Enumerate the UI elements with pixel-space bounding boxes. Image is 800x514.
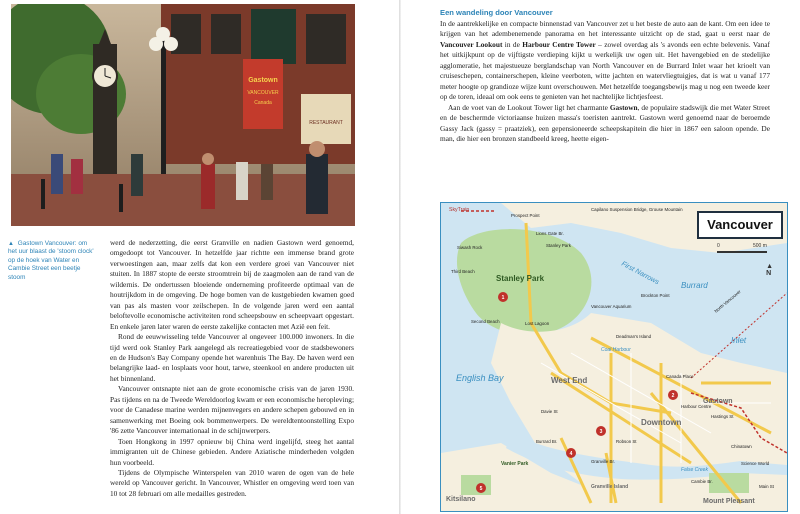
- label-english-bay: English Bay: [456, 373, 504, 383]
- left-paragraph: Rond de eeuwwisseling telde Vancouver al ongeveer 100.000 inwoners. In die tijd werd ook Stanley Park aangelegd als recreatiegebied voor de stadsbewoners en de Hudson's Bay Company opende het warenhuis The Bay. De haven werd een belangrijke laad- en losplaats voor hout, tarwe, steenkool en andere producten uit het binnenland.: [110, 332, 354, 383]
- poi-science-world: Science World: [741, 461, 770, 466]
- scale-bar: [717, 251, 767, 253]
- caption-triangle-icon: ▲: [8, 241, 14, 247]
- north-arrow-icon: ▲ N: [766, 263, 773, 277]
- label-vanier-park: Vanier Park: [501, 461, 529, 467]
- poi-lost-lagoon: Lost Lagoon: [525, 321, 550, 326]
- map-legend-skytrain: SkyTrain: [449, 207, 470, 213]
- poi-harbour-centre: Harbour Centre: [681, 404, 712, 409]
- left-paragraph: werd de nederzetting, die eerst Granville en nadien Gastown werd genoemd, omgedoopt tot Vancouver. In hetzelfde jaar richtte een immense brand grote verwoestingen aan, maar zelfs dat kon een verdere groei van Vancouver niet stuiten. In 1887 stopte de eerste stroomtrein bij de zaagmolen aan de rand van de wildernis. De ondertussen bloeiende onderneming profiteerde optimaal van de houtrijkdom in de omgeving. De hoge bomen van de kustgebieden kwamen goed van pas als masten voor zeilschepen. In de volgende jaren werd een aantal beloftevolle economische activiteiten rond scheepsbouw en scheepvaart opgestart. En enkele jaren later waren de eerste zakelijke contacten met Azië een feit.: [110, 238, 354, 331]
- north-label: N: [766, 270, 772, 277]
- poi-lions-gate-bridge: Lions Gate Br.: [536, 231, 564, 236]
- poi-capilano: Capilano Suspension Bridge, Grouse Mountain: [591, 207, 683, 212]
- poi-cambie-bridge: Cambie Br.: [691, 479, 713, 484]
- label-first-narrows: First Narrows: [620, 260, 661, 287]
- text-run: – zowel overdag als 's avonds een echte belevenis. Vanaf het uitkijkpunt op de vijftigste verdieping kijkt u werkelijk uw ogen uit. Het havengebied en de stedelijke agglomeratie, het majestueuze berglandschap van North Vancouver en de Burrard Inlet waar het krioelt van cruiseschepen, containerschepen, kleine veerboten, witte jachten en watervliegtuigjes, dat is wat u vanaf 177 meter hoogte op grandioze wijze kunt overschouwen. Met hetzelfde toegangsbewijs mag u nog een tweede keer op de toren, ideaal om ook eens te genieten van het nachtelijke lichtjesfeest.: [440, 39, 770, 102]
- poi-burrard-bridge: Burrard Br.: [536, 439, 558, 444]
- poi-chinatown: Chinatown: [731, 444, 752, 449]
- poi-davie-st: Davie St: [541, 409, 558, 414]
- poi-robson-st: Robson St: [616, 439, 637, 444]
- poi-granville-bridge: Granville Br.: [591, 459, 615, 464]
- sign-gastown: Gastown: [248, 77, 278, 84]
- label-downtown: Downtown: [641, 418, 682, 427]
- vancouver-map: [440, 202, 788, 512]
- label-west-end: West End: [551, 376, 588, 385]
- label-inlet: Inlet: [731, 336, 747, 345]
- text-run: Aan de voet van de Lookout Tower ligt het charmante: [448, 102, 610, 112]
- sign-restaurant: RESTAURANT: [309, 120, 343, 126]
- map-scale: [717, 243, 777, 259]
- scale-label-500m: 500 m: [753, 243, 767, 249]
- poi-prospect-point: Prospect Point: [511, 213, 540, 218]
- photo-gastown-steam-clock-icon: [11, 4, 355, 226]
- bold-harbour-centre-tower: Harbour Centre Tower: [522, 39, 596, 49]
- poi-second-beach: Second Beach: [471, 319, 500, 324]
- gastown-photo: [11, 4, 355, 226]
- map-marker-4: 4: [569, 451, 573, 457]
- label-kitsilano: Kitsilano: [446, 496, 476, 503]
- left-paragraph: Toen Hongkong in 1997 opnieuw bij China werd ingelijfd, steeg het aantal immigranten uit de Chinese gebieden. Andere Aziatische minderheden volgden hun voorbeeld.: [110, 436, 354, 467]
- sign-vancouver: VANCOUVER: [247, 90, 279, 96]
- text-run: in de: [502, 39, 523, 49]
- text-run: , de populaire stadswijk die met Water Street en de beschermde victoriaanse huizen massa's toeristen aantrekt. Gastown werd genoemd naar de beroemde Gassy Jack (gassy = praatziek), een gepensioneerde scheepskapitein die hier in 1867 een saloon opende. De man, die hier een bronzen standbeeld kreeg, heette eigen-: [440, 102, 770, 143]
- scale-label-0: 0: [717, 243, 720, 249]
- caption-text: Gastown Vancouver: om het uur blaast de 'stoom clock' op de hoek van Water en Cambie Street een beetje stoom: [8, 240, 94, 281]
- section-title: Een wandeling door Vancouver: [440, 8, 553, 17]
- poi-siwash-rock: Siwash Rock: [457, 245, 483, 250]
- poi-stanley-park-drive: Stanley Park: [546, 243, 571, 248]
- poi-deadmans-island: Deadman's Island: [616, 334, 652, 339]
- right-page: [400, 0, 800, 514]
- label-coal-harbour: Coal Harbour: [601, 347, 631, 353]
- right-paragraph-2: [440, 103, 770, 145]
- label-gastown: Gastown: [703, 398, 733, 405]
- poi-canada-place: Canada Place: [666, 374, 694, 379]
- right-paragraph-1: [440, 19, 770, 103]
- map-marker-1: 1: [501, 295, 505, 301]
- poi-north-vancouver: North Vancouver: [713, 288, 742, 314]
- sign-canada: Canada: [254, 100, 272, 106]
- poi-main-st: Main St: [759, 484, 774, 489]
- poi-vancouver-aquarium: Vancouver Aquarium: [591, 304, 632, 309]
- poi-brockton-point: Brockton Point: [641, 293, 670, 298]
- poi-third-beach: Third Beach: [451, 269, 475, 274]
- label-granville-island: Granville Island: [591, 484, 629, 490]
- map-marker-2: 2: [671, 393, 675, 399]
- label-stanley-park: Stanley Park: [496, 274, 545, 283]
- map-marker-5: 5: [479, 486, 483, 492]
- poi-hastings-st: Hastings St: [711, 414, 734, 419]
- label-false-creek: False Creek: [681, 467, 708, 473]
- map-marker-3: 3: [599, 429, 603, 435]
- label-burrard: Burrard: [681, 281, 708, 290]
- left-body-text: [110, 238, 354, 499]
- bold-vancouver-lookout: Vancouver Lookout: [440, 39, 503, 49]
- photo-caption: [8, 240, 94, 282]
- label-mount-pleasant: Mount Pleasant: [703, 498, 755, 505]
- right-body-text: [440, 19, 770, 144]
- bold-gastown: Gastown: [609, 102, 638, 112]
- text-run: In de aantrekkelijke en compacte binnenstad van Vancouver zet u het beste de auto aan de kant. Om een idee te krijgen van het adembenemende panorama en het interessante uitzicht op de stad, gaat u eerst naar de: [440, 19, 770, 39]
- left-paragraph: Vancouver ontsnapte niet aan de grote economische crisis van de jaren 1930. Pas tijdens en na de Tweede Wereldoorlog kwam er een economische heropleving; voor de Canadese marine werden mijnenvegers en andere schepen gebouwd en in samenwerking met Boeing ook bommenwerpers. De wereldtentoonstelling Expo '86 zette Vancouver internationaal in de schijnwerpers.: [110, 384, 354, 436]
- map-title: Vancouver: [697, 211, 783, 239]
- left-paragraph: Tijdens de Olympische Winterspelen van 2010 waren de ogen van de hele wereld op Vancouver gericht. In Vancouver, Whistler en omgeving werd toen van 10 tot 28 februari om alle medailles gestreden.: [110, 467, 354, 498]
